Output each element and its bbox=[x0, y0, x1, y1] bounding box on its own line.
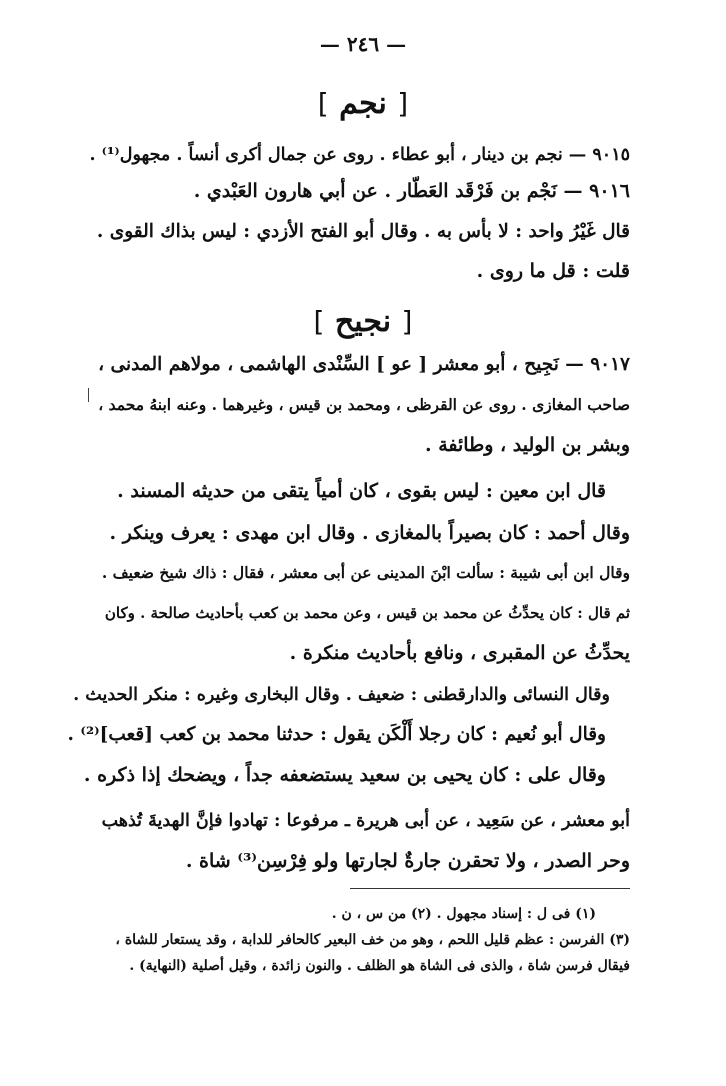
entry-line: يحدِّثُ عن المقبرى ، ونافع بأحاديث منكرة . bbox=[289, 642, 630, 664]
entry-line: ثم قال : كان يحدِّثُ عن محمد بن قيس ، وعن محمد بن كعب بأحاديث صالحة . وكان bbox=[104, 604, 630, 622]
margin-mark bbox=[88, 388, 89, 402]
entry-line: وقال ابن أبى شيبة : سألت ابْنَ المدينى عن أبى معشر ، فقال : ذاك شيخ ضعيف . bbox=[101, 563, 630, 582]
page-number: — ٢٤٦ — bbox=[319, 32, 407, 56]
entry-line: وقال أبو نُعيم : كان رجلا أَلْكَن يقول : حدثنا محمد بن كعب [قعب]⁽²⁾ . bbox=[67, 724, 606, 745]
entry-line: وبشر بن الوليد ، وطائفة . bbox=[424, 434, 630, 456]
entry-line: قلت : قل ما روى . bbox=[476, 260, 630, 282]
entry-line: ٩٠١٦ — نَجْم بن فَرْقَد العَطّار . عن أبي هارون العَبْدي . bbox=[193, 180, 630, 202]
entry-line: ٩٠١٥ — نجم بن دينار ، أبو عطاء . روى عن جمال أكرى أنساً . مجهول⁽¹⁾ . bbox=[89, 145, 630, 165]
entry-line: قال غَيْرُ واحد : لا بأس به . وقال أبو الفتح الأزدي : ليس بذاك القوى . bbox=[96, 221, 630, 242]
section-heading-najm bbox=[0, 86, 726, 121]
entry-line: صاحب المغازى . روى عن القرظى ، ومحمد بن قيس ، وغيرهما . وعنه ابنهُ محمد ، bbox=[98, 395, 630, 414]
section-heading-text: نجيح bbox=[334, 304, 392, 339]
footnote-divider bbox=[350, 888, 630, 889]
footnote-line: فيقال فرسن شاة ، والذى فى الشاة هو الظلف . والنون زائدة ، وقيل أصلية (النهاية) . bbox=[129, 958, 630, 974]
entry-line: وقال النسائى والدارقطنى : ضعيف . وقال البخارى وغيره : منكر الحديث . bbox=[73, 685, 610, 705]
entry-line: ٩٠١٧ — نَجِيح ، أبو معشر [ عو ] السِّنْدى الهاشمى ، مولاهم المدنى ، bbox=[98, 354, 630, 375]
right-bracket: ] bbox=[313, 305, 325, 338]
left-bracket: [ bbox=[401, 305, 413, 338]
footnote-line: (٣) الفرسن : عظم قليل اللحم ، وهو من خف البعير كالحافر للدابة ، وقد يستعار للشاة ، bbox=[115, 932, 630, 948]
section-heading-najih bbox=[0, 304, 726, 339]
entry-line: قال ابن معين : ليس بقوى ، كان أمياً يتقى من حديثه المسند . bbox=[117, 480, 606, 502]
section-heading-text: نجم bbox=[339, 86, 387, 121]
entry-line: وقال أحمد : كان بصيراً بالمغازى . وقال ابن مهدى : يعرف وينكر . bbox=[109, 522, 630, 544]
entry-line: أبو معشر ، عن سَعِيد ، عن أبى هريرة ـ مرفوعا : تهادوا فإنَّ الهديةَ تُذهب bbox=[101, 811, 630, 831]
right-bracket: ] bbox=[317, 87, 329, 120]
left-bracket: [ bbox=[397, 87, 409, 120]
footnote-line: (١) فى ل : إسناد مجهول . (٢) من س ، ن . bbox=[331, 906, 596, 922]
entry-line: وحر الصدر ، ولا تحقرن جارةٌ لجارتها ولو فِرْسِن⁽³⁾ شاة . bbox=[185, 850, 630, 872]
entry-line: وقال على : كان يحيى بن سعيد يستضعفه جداً ، ويضحك إذا ذكره . bbox=[83, 764, 606, 786]
